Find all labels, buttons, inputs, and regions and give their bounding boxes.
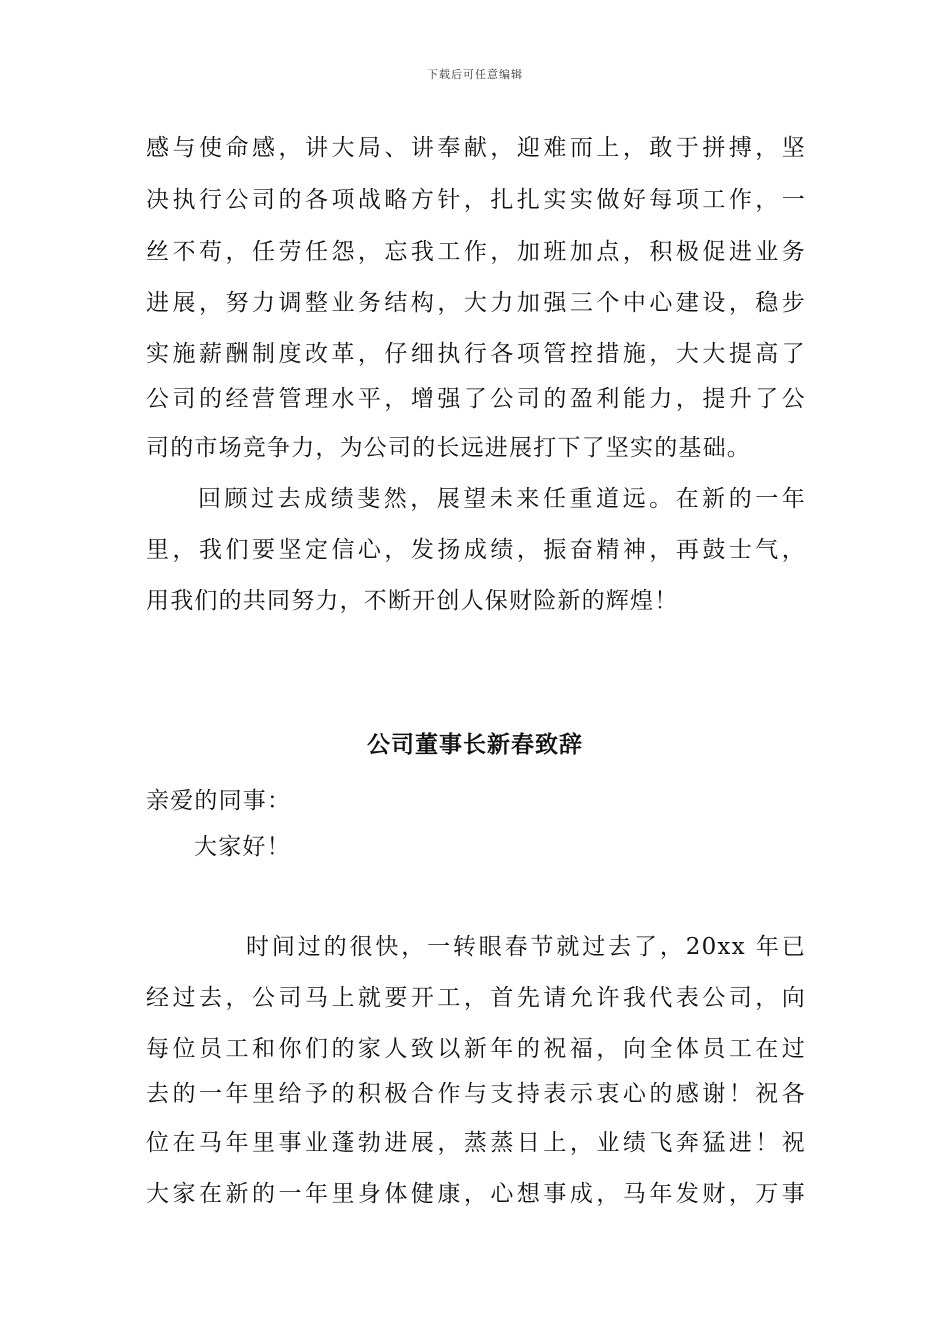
paragraph-line: 回顾过去成绩斐然，展望未来任重道远。在新的一年 [198,486,806,512]
paragraph-line: 大家在新的一年里身体健康，心想事成，马年发财，万事 [146,1181,806,1207]
salutation: 亲爱的同事： [146,788,292,814]
greeting: 大家好！ [194,834,291,860]
paragraph-line: 实施薪酬制度改革，仔细执行各项管控措施，大大提高了 [146,341,806,367]
paragraph-line: 决执行公司的各项战略方针，扎扎实实做好每项工作，一 [146,187,806,213]
paragraph-line: 位在马年里事业蓬勃进展，蒸蒸日上，业绩飞奔猛进！祝 [146,1130,806,1156]
paragraph-line: 经过去，公司马上就要开工，首先请允许我代表公司，向 [146,985,806,1011]
paragraph-line: 里，我们要坚定信心，发扬成绩，振奋精神，再鼓士气， [146,537,806,563]
paragraph-line: 公司的经营管理水平，增强了公司的盈利能力，提升了公 [146,386,806,412]
paragraph-line: 司的市场竞争力，为公司的长远进展打下了坚实的基础。 [146,435,751,461]
paragraph-line: 进展，努力调整业务结构，大力加强三个中心建设，稳步 [146,290,806,316]
paragraph-line: 时间过的很快，一转眼春节就过去了，20xx 年已 [246,934,806,960]
paragraph-line: 丝不苟，任劳任怨，忘我工作，加班加点，积极促进业务 [146,239,806,265]
paragraph-line: 每位员工和你们的家人致以新年的祝福，向全体员工在过 [146,1036,806,1062]
paragraph-line: 感与使命感，讲大局、讲奉献，迎难而上，敢于拼搏，坚 [146,135,806,161]
document-title: 公司董事长新春致辞 [367,731,583,758]
page-header-note: 下载后可任意编辑 [427,68,523,81]
paragraph-line: 用我们的共同努力，不断开创人保财险新的辉煌！ [146,588,679,614]
paragraph-line: 去的一年里给予的积极合作与支持表示衷心的感谢！祝各 [146,1081,806,1107]
